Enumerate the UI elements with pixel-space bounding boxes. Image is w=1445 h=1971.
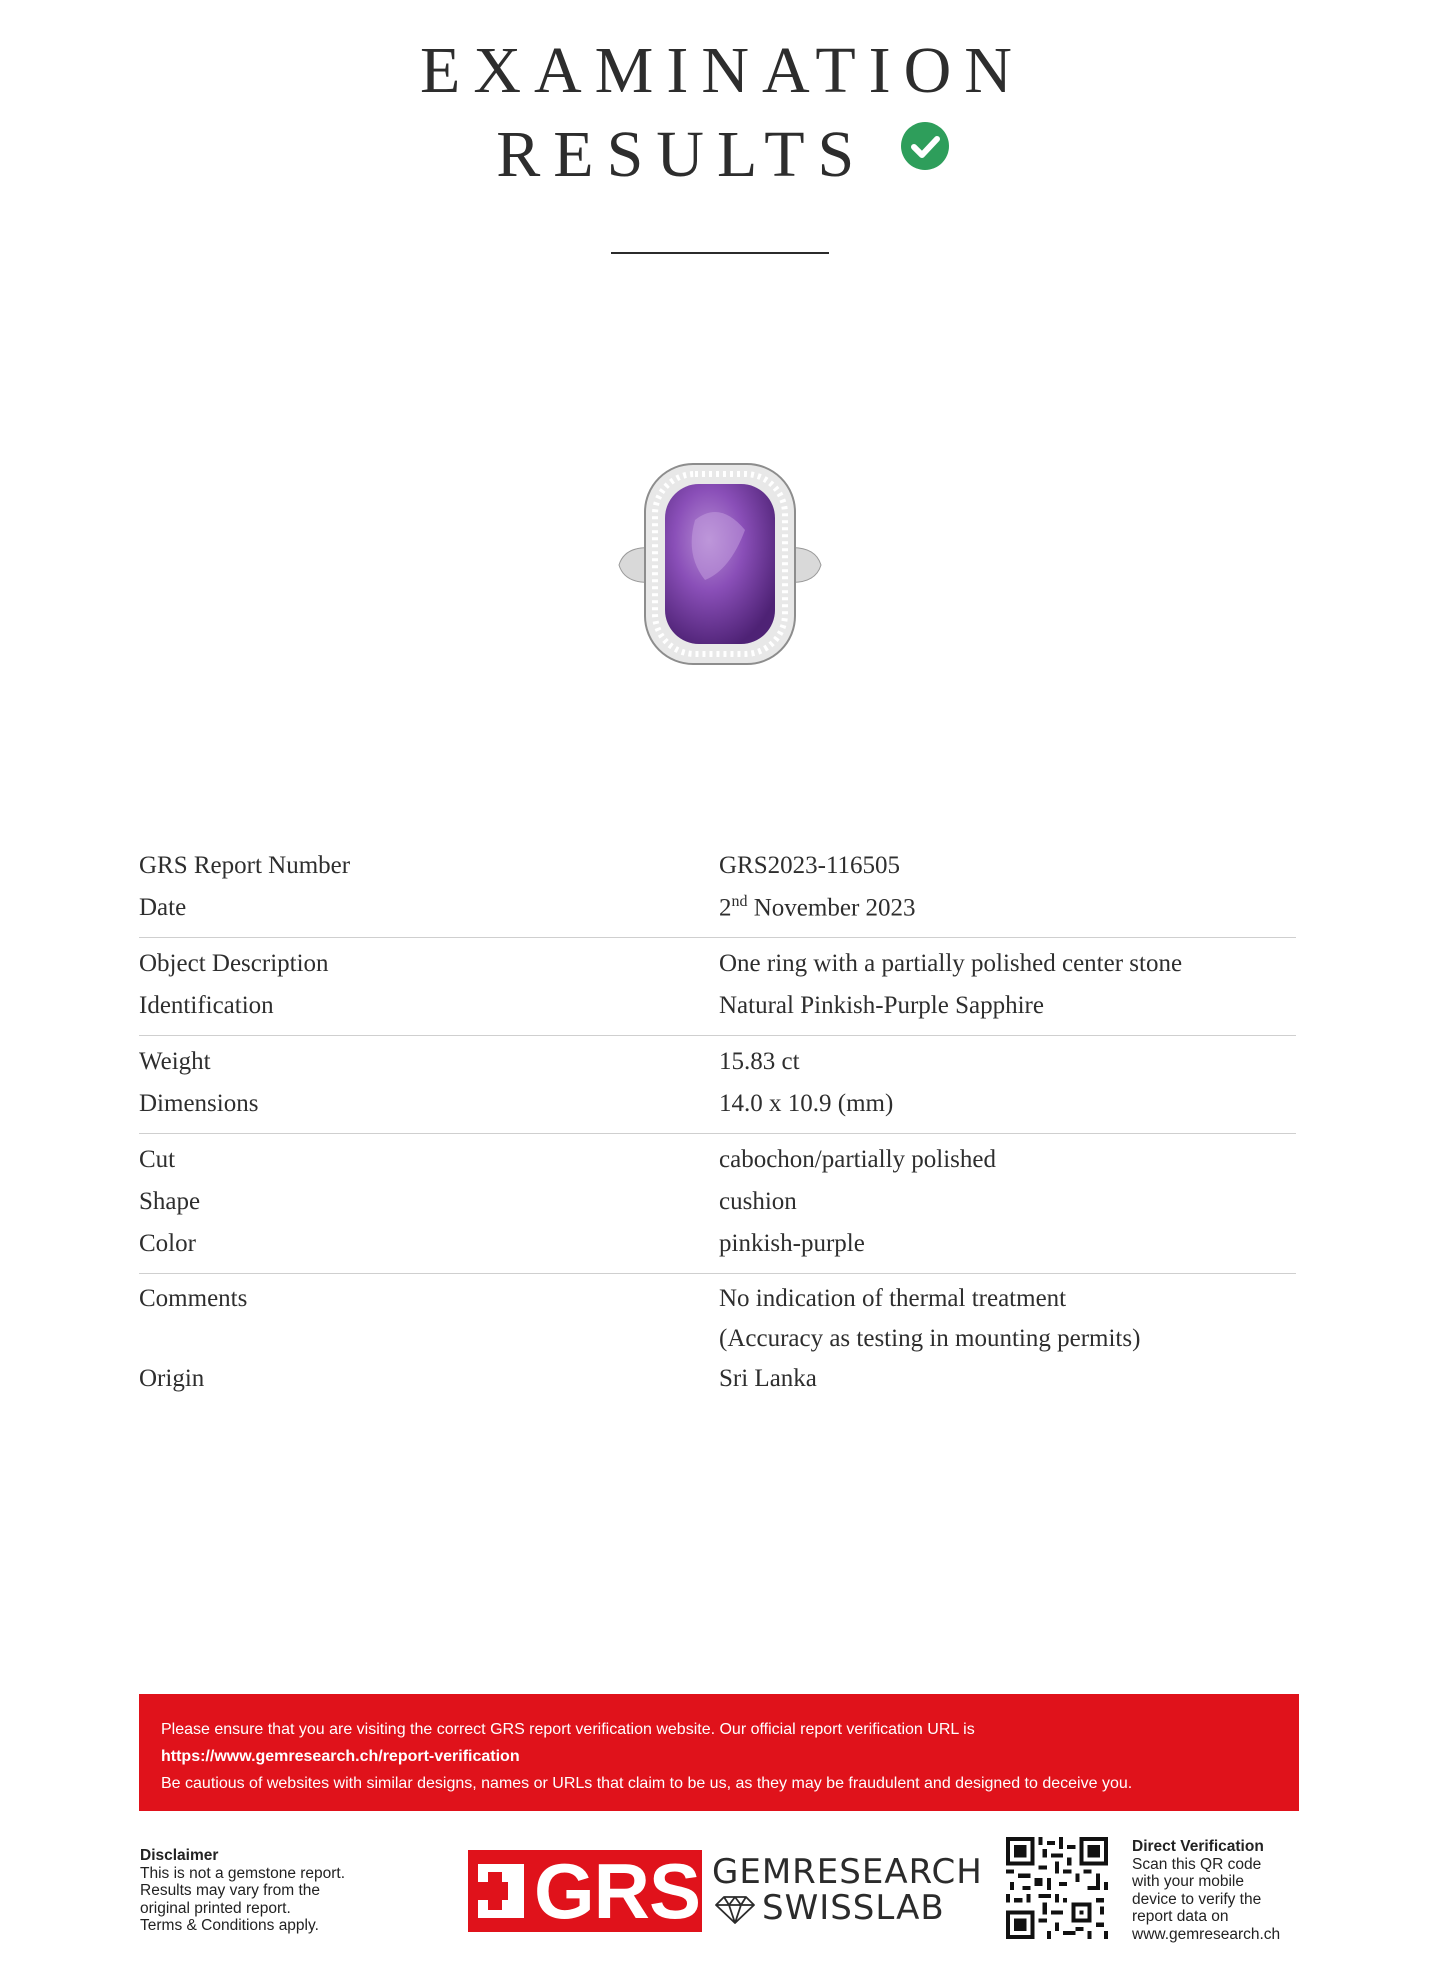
disclaimer-line: This is not a gemstone report.	[140, 1864, 346, 1882]
logo-wordmark	[712, 1854, 983, 1926]
field-value: (Accuracy as testing in mounting permits)	[719, 1325, 1141, 1352]
field-label: GRS Report Number	[139, 852, 351, 879]
report-row	[139, 985, 1296, 1027]
page-title-line1: EXAMINATION	[420, 34, 1025, 107]
verify-line: report data on	[1132, 1908, 1229, 1925]
report-table	[139, 840, 1296, 1407]
field-label: Identification	[139, 992, 274, 1019]
field-value: pinkish-purple	[719, 1230, 865, 1257]
field-label: Weight	[139, 1048, 211, 1075]
field-label: Dimensions	[139, 1090, 259, 1117]
disclaimer-title: Disclaimer	[140, 1847, 219, 1864]
report-group	[139, 938, 1296, 1036]
logo-red-block	[468, 1847, 702, 1935]
verify-line: device to verify the	[1132, 1890, 1262, 1908]
field-value: Sri Lanka	[719, 1365, 817, 1392]
diamond-icon	[714, 1896, 756, 1924]
field-label: Color	[139, 1230, 196, 1257]
verify-line: with your mobile	[1132, 1873, 1244, 1890]
grs-logo	[468, 1847, 988, 1935]
field-value: GRS2023-116505	[719, 852, 901, 879]
verify-website-link[interactable]: www.gemresearch.ch	[1132, 1925, 1281, 1943]
date-day: 2	[719, 894, 732, 922]
field-value: 15.83 ct	[719, 1048, 800, 1075]
field-label: Object Description	[139, 950, 329, 977]
logo-grs-text: GRS	[534, 1847, 701, 1935]
field-value: Natural Pinkish-Purple Sapphire	[719, 992, 1044, 1019]
verify-line: Scan this QR code	[1132, 1855, 1262, 1873]
disclaimer	[140, 1847, 400, 1935]
field-label: Shape	[139, 1188, 201, 1215]
logo-line1: GEMRESEARCH	[712, 1852, 983, 1892]
logo-line2-wrap	[712, 1890, 983, 1926]
disclaimer-line: Results may vary from the	[140, 1882, 321, 1899]
report-row	[139, 887, 1296, 929]
report-row	[139, 1223, 1296, 1265]
field-value-date	[719, 893, 1296, 922]
report-row	[139, 1083, 1296, 1125]
ring-image	[615, 460, 825, 670]
report-row	[139, 1139, 1296, 1181]
date-suffix: nd	[731, 893, 748, 911]
report-row	[139, 1319, 1296, 1359]
report-row	[139, 1041, 1296, 1083]
warning-banner	[139, 1694, 1299, 1811]
report-row	[139, 1359, 1296, 1399]
date-rest: November 2023	[747, 894, 916, 922]
field-label: Origin	[139, 1365, 205, 1392]
disclaimer-line: original printed report.	[140, 1899, 291, 1917]
report-row	[139, 845, 1296, 887]
direct-verification	[1132, 1838, 1332, 1943]
report-group	[139, 1036, 1296, 1134]
title-divider	[611, 252, 829, 254]
verification-url-link[interactable]: https://www.gemresearch.ch/report-verification	[161, 1748, 520, 1765]
report-row	[139, 1279, 1296, 1319]
report-row	[139, 1181, 1296, 1223]
field-value: cabochon/partially polished	[719, 1146, 997, 1173]
field-value: One ring with a partially polished center stone	[719, 950, 1183, 977]
field-value: 14.0 x 10.9 (mm)	[719, 1090, 894, 1117]
field-label: Date	[139, 894, 187, 921]
report-group	[139, 1274, 1296, 1407]
swiss-cross-icon	[478, 1864, 524, 1918]
field-value: cushion	[719, 1188, 797, 1215]
disclaimer-line: Terms & Conditions apply.	[140, 1917, 319, 1934]
field-label: Comments	[139, 1285, 248, 1312]
field-value: No indication of thermal treatment	[719, 1285, 1067, 1312]
banner-text: Please ensure that you are visiting the correct GRS report verification website. Our official report verification URL is	[161, 1721, 975, 1738]
field-label: Cut	[139, 1146, 176, 1173]
page-title-line2	[0, 118, 1445, 191]
logo-line2: SWISSLAB	[762, 1888, 945, 1928]
check-circle-icon	[901, 122, 949, 170]
report-group	[139, 840, 1296, 938]
page-title-results: RESULTS	[496, 118, 868, 191]
report-row	[139, 943, 1296, 985]
banner-warning-text: Be cautious of websites with similar designs, names or URLs that claim to be us, as they may be fraudulent and designed to deceive you.	[161, 1775, 1133, 1792]
verify-title: Direct Verification	[1132, 1838, 1264, 1855]
report-group	[139, 1134, 1296, 1274]
qr-code-icon[interactable]	[1006, 1837, 1108, 1939]
